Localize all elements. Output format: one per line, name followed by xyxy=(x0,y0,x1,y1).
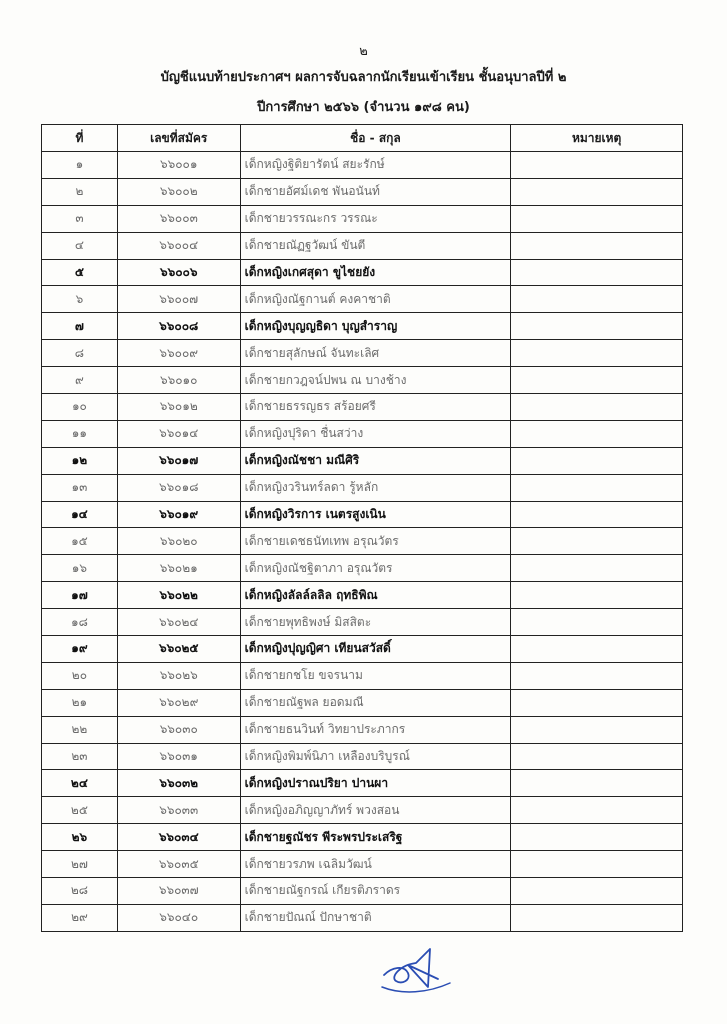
cell-number: ๑๘ xyxy=(42,609,118,636)
cell-number: ๑๗ xyxy=(42,582,118,609)
header-name: ชื่อ - สกุล xyxy=(240,125,511,152)
signature xyxy=(378,943,454,999)
cell-student-name: เด็กหญิงณัชฐิตาภา อรุณวัตร xyxy=(240,555,511,582)
cell-note xyxy=(511,474,683,501)
cell-number: ๒๒ xyxy=(42,716,118,743)
cell-applicant-id: ๖๖๐๑๗ xyxy=(117,447,240,474)
cell-student-name: เด็กชายณัฐกรณ์ เกียรติภราดร xyxy=(240,878,511,905)
cell-note xyxy=(511,716,683,743)
table-row xyxy=(42,743,683,770)
header-applicant-id: เลขที่สมัคร xyxy=(117,125,240,152)
cell-number: ๒๕ xyxy=(42,797,118,824)
cell-number: ๒ xyxy=(42,178,118,205)
cell-student-name: เด็กชายพุทธิพงษ์ มิสสิตะ xyxy=(240,609,511,636)
cell-number: ๑๕ xyxy=(42,528,118,555)
table-row xyxy=(42,367,683,394)
table-row xyxy=(42,851,683,878)
table-row xyxy=(42,340,683,367)
cell-student-name: เด็กชายเดชธนัทเทพ อรุณวัตร xyxy=(240,528,511,555)
cell-note xyxy=(511,528,683,555)
header-note: หมายเหตุ xyxy=(511,125,683,152)
cell-student-name: เด็กชายธนวินท์ วิทยาประภากร xyxy=(240,716,511,743)
cell-note xyxy=(511,152,683,179)
cell-student-name: เด็กหญิงบุญญธิดา บุญสำราญ xyxy=(240,313,511,340)
cell-student-name: เด็กหญิงพิมพ์นิภา เหลืองบริบูรณ์ xyxy=(240,743,511,770)
cell-number: ๖ xyxy=(42,286,118,313)
cell-note xyxy=(511,394,683,421)
page-number: ๒ xyxy=(359,44,368,59)
cell-student-name: เด็กหญิงลัลล์ลลิล ฤทธิพิณ xyxy=(240,582,511,609)
cell-note xyxy=(511,878,683,905)
cell-note xyxy=(511,824,683,851)
cell-student-name: เด็กหญิงฐิติยารัตน์ สยะรักษ์ xyxy=(240,152,511,179)
cell-number: ๒๔ xyxy=(42,770,118,797)
cell-student-name: เด็กหญิงปราณปริยา ปานผา xyxy=(240,770,511,797)
cell-note xyxy=(511,662,683,689)
cell-note xyxy=(511,851,683,878)
table-row xyxy=(42,178,683,205)
cell-student-name: เด็กชายณัฏฐวัฒน์ ขันตี xyxy=(240,232,511,259)
cell-number: ๑๙ xyxy=(42,636,118,663)
cell-applicant-id: ๖๖๐๑๙ xyxy=(117,501,240,528)
cell-number: ๕ xyxy=(42,259,118,286)
cell-number: ๘ xyxy=(42,340,118,367)
cell-number: ๑ xyxy=(42,152,118,179)
cell-student-name: เด็กหญิงอภิญญาภัทร์ พวงสอน xyxy=(240,797,511,824)
table-row xyxy=(42,394,683,421)
cell-note xyxy=(511,286,683,313)
cell-note xyxy=(511,501,683,528)
cell-number: ๒๙ xyxy=(42,904,118,931)
cell-student-name: เด็กชายสุลักษณ์ จันทะเลิศ xyxy=(240,340,511,367)
cell-student-name: เด็กชายวรรณะกร วรรณะ xyxy=(240,205,511,232)
cell-applicant-id: ๖๖๐๒๕ xyxy=(117,636,240,663)
cell-applicant-id: ๖๖๐๐๗ xyxy=(117,286,240,313)
table-row xyxy=(42,797,683,824)
cell-note xyxy=(511,609,683,636)
table-row xyxy=(42,152,683,179)
table-row xyxy=(42,232,683,259)
table-row xyxy=(42,420,683,447)
cell-number: ๒๖ xyxy=(42,824,118,851)
cell-student-name: เด็กหญิงปุญญิศา เทียนสวัสดิ์ xyxy=(240,636,511,663)
cell-note xyxy=(511,770,683,797)
cell-number: ๑๒ xyxy=(42,447,118,474)
cell-note xyxy=(511,447,683,474)
cell-student-name: เด็กหญิงณัชชา มณีศิริ xyxy=(240,447,511,474)
cell-student-name: เด็กชายวรภพ เฉลิมวัฒน์ xyxy=(240,851,511,878)
cell-student-name: เด็กหญิงณัฐกานต์ คงคาชาติ xyxy=(240,286,511,313)
cell-note xyxy=(511,689,683,716)
cell-applicant-id: ๖๖๐๔๐ xyxy=(117,904,240,931)
document-title: บัญชีแนบท้ายประกาศฯ ผลการจับฉลากนักเรียนเข้าเรียน ชั้นอนุบาลปีที่ ๒ xyxy=(160,70,567,85)
cell-applicant-id: ๖๖๐๓๑ xyxy=(117,743,240,770)
cell-student-name: เด็กชายฐณัชร พีระพรประเสริฐ xyxy=(240,824,511,851)
cell-note xyxy=(511,904,683,931)
cell-applicant-id: ๖๖๐๑๐ xyxy=(117,367,240,394)
cell-number: ๑๐ xyxy=(42,394,118,421)
cell-note xyxy=(511,178,683,205)
cell-applicant-id: ๖๖๐๓๒ xyxy=(117,770,240,797)
cell-applicant-id: ๖๖๐๓๔ xyxy=(117,824,240,851)
header-number: ที่ xyxy=(42,125,118,152)
cell-number: ๑๑ xyxy=(42,420,118,447)
cell-applicant-id: ๖๖๐๐๖ xyxy=(117,259,240,286)
table-row xyxy=(42,555,683,582)
student-list-table xyxy=(41,124,683,932)
table-row xyxy=(42,609,683,636)
document-subtitle: ปีการศึกษา ๒๕๖๖ (จำนวน ๑๙๘ คน) xyxy=(257,100,470,115)
table-body xyxy=(42,152,683,932)
cell-number: ๑๔ xyxy=(42,501,118,528)
table-row xyxy=(42,259,683,286)
cell-applicant-id: ๖๖๐๐๑ xyxy=(117,152,240,179)
table-row xyxy=(42,582,683,609)
cell-number: ๒๑ xyxy=(42,689,118,716)
cell-student-name: เด็กหญิงวิรการ เนตรสูงเนิน xyxy=(240,501,511,528)
cell-applicant-id: ๖๖๐๐๔ xyxy=(117,232,240,259)
cell-student-name: เด็กชายกวฎจน์ปพน ณ บางช้าง xyxy=(240,367,511,394)
cell-applicant-id: ๖๖๐๑๒ xyxy=(117,394,240,421)
table-row xyxy=(42,474,683,501)
cell-note xyxy=(511,797,683,824)
table-header-row xyxy=(42,125,683,152)
table-row xyxy=(42,528,683,555)
cell-applicant-id: ๖๖๐๐๒ xyxy=(117,178,240,205)
table-row xyxy=(42,205,683,232)
cell-number: ๒๓ xyxy=(42,743,118,770)
cell-number: ๓ xyxy=(42,205,118,232)
cell-number: ๒๘ xyxy=(42,878,118,905)
cell-note xyxy=(511,743,683,770)
cell-note xyxy=(511,636,683,663)
table-row xyxy=(42,447,683,474)
cell-note xyxy=(511,420,683,447)
cell-applicant-id: ๖๖๐๐๓ xyxy=(117,205,240,232)
cell-number: ๒๗ xyxy=(42,851,118,878)
cell-number: ๑๖ xyxy=(42,555,118,582)
cell-note xyxy=(511,340,683,367)
cell-applicant-id: ๖๖๐๒๐ xyxy=(117,528,240,555)
cell-student-name: เด็กหญิงวรินทร์ลดา รู้หลัก xyxy=(240,474,511,501)
cell-number: ๙ xyxy=(42,367,118,394)
table-row xyxy=(42,313,683,340)
cell-note xyxy=(511,205,683,232)
cell-note xyxy=(511,555,683,582)
table-row xyxy=(42,770,683,797)
table-row xyxy=(42,878,683,905)
cell-note xyxy=(511,259,683,286)
cell-student-name: เด็กหญิงปุริดา ชื่นสว่าง xyxy=(240,420,511,447)
table-row xyxy=(42,286,683,313)
cell-note xyxy=(511,582,683,609)
cell-student-name: เด็กชายธรรญธร สร้อยศรี xyxy=(240,394,511,421)
cell-applicant-id: ๖๖๐๐๘ xyxy=(117,313,240,340)
cell-student-name: เด็กชายกชโย ขจรนาม xyxy=(240,662,511,689)
table-row xyxy=(42,824,683,851)
cell-number: ๑๓ xyxy=(42,474,118,501)
cell-student-name: เด็กชายปัณณ์ ปักษาชาติ xyxy=(240,904,511,931)
cell-student-name: เด็กหญิงเกศสุดา ขูไชยยัง xyxy=(240,259,511,286)
cell-number: ๔ xyxy=(42,232,118,259)
cell-student-name: เด็กชายอัศม์เดช พันอนันท์ xyxy=(240,178,511,205)
cell-note xyxy=(511,232,683,259)
cell-applicant-id: ๖๖๐๑๘ xyxy=(117,474,240,501)
cell-applicant-id: ๖๖๐๓๕ xyxy=(117,851,240,878)
cell-number: ๗ xyxy=(42,313,118,340)
cell-number: ๒๐ xyxy=(42,662,118,689)
table-row xyxy=(42,501,683,528)
table-row xyxy=(42,662,683,689)
cell-applicant-id: ๖๖๐๒๖ xyxy=(117,662,240,689)
table-row xyxy=(42,904,683,931)
cell-student-name: เด็กชายณัฐพล ยอดมณี xyxy=(240,689,511,716)
cell-applicant-id: ๖๖๐๒๒ xyxy=(117,582,240,609)
cell-applicant-id: ๖๖๐๓๓ xyxy=(117,797,240,824)
table-row xyxy=(42,636,683,663)
cell-applicant-id: ๖๖๐๓๐ xyxy=(117,716,240,743)
cell-applicant-id: ๖๖๐๑๔ xyxy=(117,420,240,447)
cell-applicant-id: ๖๖๐๒๙ xyxy=(117,689,240,716)
cell-applicant-id: ๖๖๐๒๑ xyxy=(117,555,240,582)
table-row xyxy=(42,716,683,743)
cell-applicant-id: ๖๖๐๐๙ xyxy=(117,340,240,367)
table-row xyxy=(42,689,683,716)
cell-note xyxy=(511,313,683,340)
cell-applicant-id: ๖๖๐๒๔ xyxy=(117,609,240,636)
cell-note xyxy=(511,367,683,394)
cell-applicant-id: ๖๖๐๓๗ xyxy=(117,878,240,905)
